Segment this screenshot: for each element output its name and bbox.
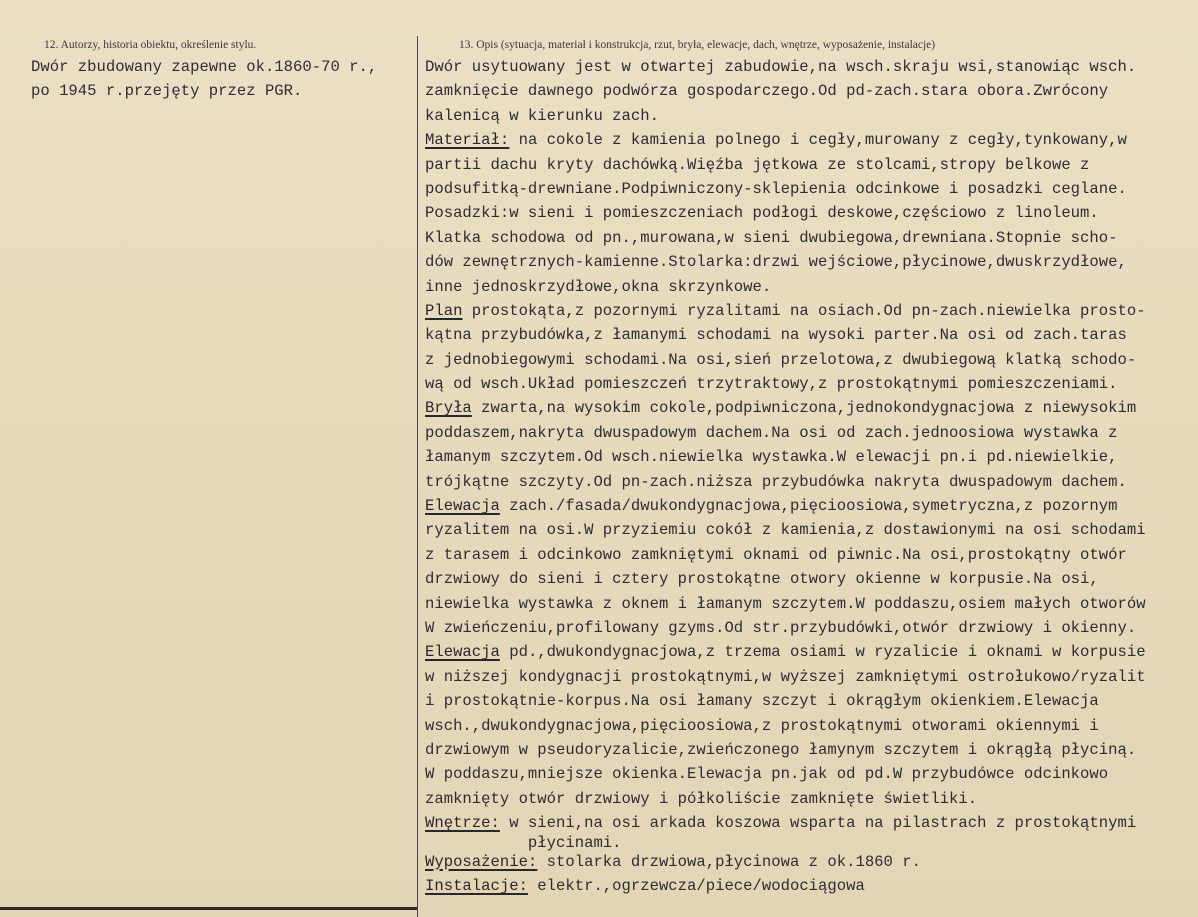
line-text: kalenicą w kierunku zach. [425,106,659,125]
line-text: niewielka wystawka z oknem i łamanym szczytem.W poddaszu,osiem małych otworów [425,594,1146,613]
line-text: zamknięty otwór drzwiowy i półkoliście zamknięte świetliki. [425,789,978,808]
line-text: dów zewnętrznych-kamienne.Stolarka:drzwi wejściowe,płycinowe,dwuskrzydłowe, [425,253,1127,272]
section-12-text [31,55,411,104]
description-line [425,470,1195,494]
line-text: wą od wsch.Układ pomieszczeń trzytraktowy,z prostokątnymi pomieszczeniami. [425,375,1118,394]
section-keyword: Plan [425,301,463,320]
line-text: stolarka drzwiowa,płycinowa z ok.1860 r. [537,852,921,871]
description-line [425,323,1195,347]
section-13-caption: 13. Opis (sytuacja, materiał i konstrukcja, rzut, bryła, elewacje, dach, wnętrze, wyposażenie, instalacje) [459,39,936,51]
line-text: na cokole z kamienia polnego i cegły,murowany z cegły,tynkowany,w [509,131,1127,150]
description-line [425,445,1195,469]
line-text: partii dachu kryty dachówką.Więźba jętkowa ze stolcami,stropy belkowe z [425,155,1090,174]
section-13-text [425,55,1195,898]
line-text: prostokąta,z pozornymi ryzalitami na osiach.Od pn-zach.niewielka prosto- [462,301,1146,320]
line-text: zamknięcie dawnego podwórza gospodarczego.Od pd-zach.stara obora.Zwrócony [425,82,1109,101]
line-text: w niższej kondygnacji prostokątnymi,w wyższej zamkniętymi ostrołukowo/ryzalit [425,667,1146,686]
description-line [425,55,1195,79]
line-text: Posadzki:w sieni i pomieszczeniach podłogi deskowe,częściowo z linoleum. [425,204,1099,223]
description-line [425,348,1195,372]
description-line [425,396,1195,420]
description-line [425,250,1195,274]
line-text: trójkątne szczyty.Od pn-zach.niższa przybudówka nakryta dwuspadowym dachem. [425,472,1127,491]
description-line [425,79,1195,103]
line-text: z jednobiegowymi schodami.Na osi,sień przelotowa,z dwubiegową klatką schodo- [425,350,1137,369]
description-line [425,850,1195,874]
description-line [425,372,1195,396]
section-keyword: Instalacje: [425,876,528,895]
section-keyword: Wyposażenie: [425,852,538,871]
line-text: pd.,dwukondygnacjowa,z trzema osiami w ryzalicie i oknami w korpusie [499,643,1146,662]
description-line [425,874,1195,898]
description-line [425,153,1195,177]
description-line [425,128,1195,152]
description-line [425,567,1195,591]
description-line [425,689,1195,713]
line-text: drzwiowym w pseudoryzalicie,zwieńczonego łamynym szczytem i okrągłą płyciną. [425,740,1137,759]
history-line: Dwór zbudowany zapewne ok.1860-70 r., [31,58,378,76]
line-text: zach./fasada/dwukondygnacjowa,pięcioosiowa,symetryczna,z pozornym [499,497,1118,516]
line-text: podsufitką-drewniane.Podpiwniczony-sklepienia odcinkowe i posadzki ceglane. [425,179,1127,198]
description-line [425,738,1195,762]
description-line [425,640,1195,664]
section-keyword: Elewacja [425,497,500,516]
description-line [425,177,1195,201]
description-line [425,201,1195,225]
line-text: zwarta,na wysokim cokole,podpiwniczona,jednokondygnacjowa z niewysokim [471,399,1137,418]
description-line [425,833,1195,852]
description-line [425,787,1195,811]
section-keyword: Bryła [425,399,472,418]
section-keyword: Elewacja [425,643,500,662]
line-text: kątna przybudówka,z łamanymi schodami na wysoki parter.Na osi od zach.taras [425,326,1127,345]
line-text: inne jednoskrzydłowe,okna skrzynkowe. [425,277,772,296]
line-text: drzwiowy do sieni i cztery prostokątne otwory okienne w korpusie.Na osi, [425,570,1099,589]
description-line [425,762,1195,786]
line-text: wsch.,dwukondygnacjowa,pięcioosiowa,z prostokątnymi otworami okiennymi i [425,716,1099,735]
line-text: poddaszem,nakryta dwuspadowym dachem.Na osi od zach.jednoosiowa wystawka z [425,423,1118,442]
line-text: W poddaszu,mniejsze okienka.Elewacja pn.jak od pd.W przybudówce odcinkowo [425,765,1109,784]
description-line [425,616,1195,640]
section-12-caption: 12. Autorzy, historia obiektu, określenie stylu. [44,39,257,51]
history-line: po 1945 r.przejęty przez PGR. [31,82,303,101]
description-line [425,104,1195,128]
line-text: elektr.,ogrzewcza/piece/wodociągowa [527,876,865,895]
column-divider [417,36,418,917]
section-keyword: Materiał: [425,131,510,150]
description-line [425,665,1195,689]
line-text: w sieni,na osi arkada koszowa wsparta na pilastrach z prostokątnymi [499,814,1137,833]
description-line [425,275,1195,299]
description-line [425,226,1195,250]
description-line [425,299,1195,323]
line-text: łamanym szczytem.Od wsch.niewielka wystawka.W elewacji pn.i pd.niewielkie, [425,448,1118,467]
description-line [425,811,1195,835]
description-line [425,714,1195,738]
description-line [425,543,1195,567]
line-text: płycinami. [425,833,622,852]
description-line [425,592,1195,616]
line-text: Klatka schodowa od pn.,murowana,w sieni dwubiegowa,drewniana.Stopnie scho- [425,228,1118,247]
line-text: i prostokątnie-korpus.Na osi łamany szczyt i okrągłym okienkiem.Elewacja [425,692,1099,711]
line-text: ryzalitem na osi.W przyziemiu cokół z kamienia,z dostawionymi na osi schodami [425,521,1146,540]
line-text: W zwieńczeniu,profilowany gzyms.Od str.przybudówki,otwór drzwiowy i okienny. [425,618,1137,637]
section-keyword: Wnętrze: [425,814,500,833]
description-line [425,494,1195,518]
line-text: Dwór usytuowany jest w otwartej zabudowie,na wsch.skraju wsi,stanowiąc wsch. [425,58,1137,76]
bottom-rule [0,907,417,910]
description-line [425,518,1195,542]
line-text: z tarasem i odcinkowo zamkniętymi oknami od piwnic.Na osi,prostokątny otwór [425,545,1127,564]
description-line [425,421,1195,445]
